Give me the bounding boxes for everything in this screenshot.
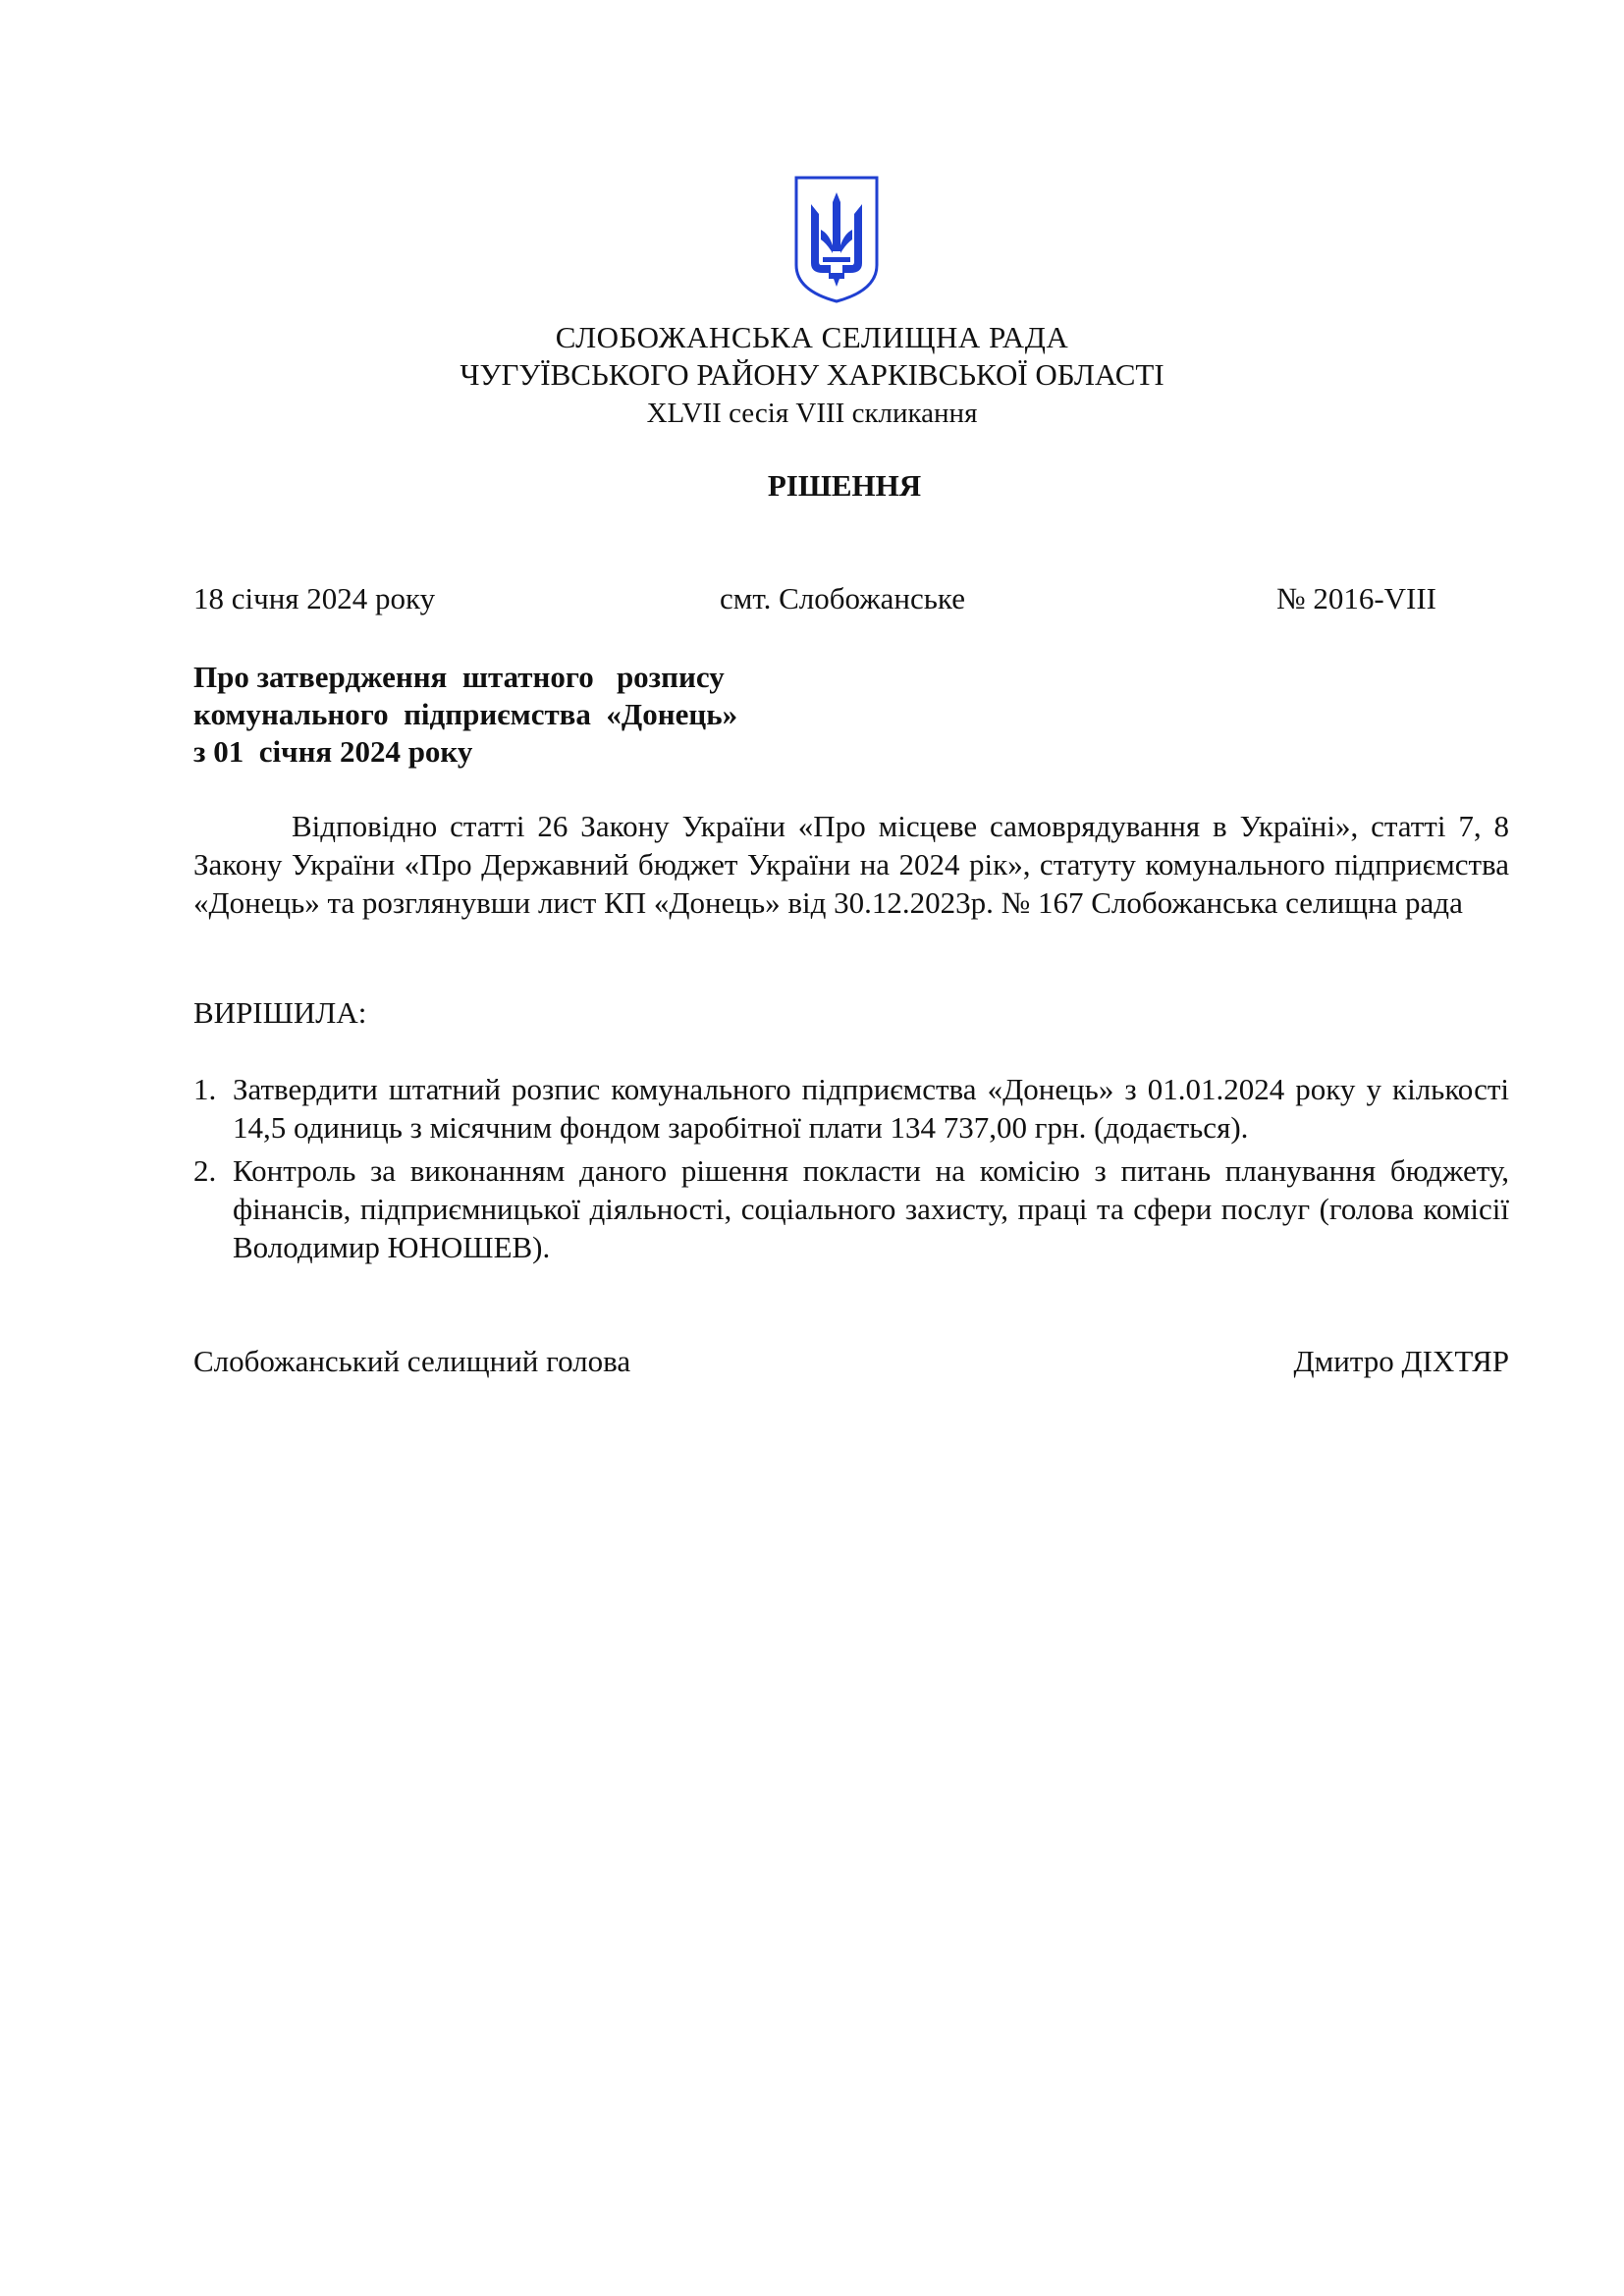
resolution-item [193, 1151, 1509, 1266]
document-subject [193, 659, 737, 771]
document-title: РІШЕННЯ [767, 468, 922, 503]
item-text: Контроль за виконанням даного рішення покласти на комісію з питань планування бюджету, фінансів, підприємницької діяльності, соціального захисту, праці та сфери послуг (голова комісії Володимир ЮНОШЕВ). [233, 1153, 1509, 1264]
document-place: смт. Слобожанське [720, 581, 965, 615]
subject-line: комунального підприємства «Донець» [193, 697, 738, 731]
district-name: ЧУГУЇВСЬКОГО РАЙОНУ ХАРКІВСЬКОЇ ОБЛАСТІ [460, 357, 1164, 392]
resolution-item [193, 1070, 1509, 1147]
document-date: 18 січня 2024 року [193, 581, 436, 615]
item-number: 1. [193, 1072, 217, 1106]
subject-line: Про затвердження штатного розпису [193, 660, 725, 694]
subject-line: з 01 січня 2024 року [193, 734, 473, 769]
council-name: СЛОБОЖАНСЬКА СЕЛИЩНА РАДА [555, 320, 1069, 354]
item-text: Затвердити штатний розпис комунального підприємства «Донець» з 01.01.2024 року у кількості 14,5 одиниць з місячним фондом заробітної плати 134 737,00 грн. (додається). [233, 1072, 1509, 1145]
signatory-name: Дмитро ДІХТЯР [1293, 1344, 1509, 1378]
item-number: 2. [193, 1153, 217, 1188]
tryzub-coat-of-arms-icon [793, 175, 880, 304]
signatory-position: Слобожанський селищний голова [193, 1344, 631, 1378]
preamble-paragraph: Відповідно статті 26 Закону України «Про місцеве самоврядування в Україні», статті 7, 8 Закону України «Про Державний бюджет України на 2024 рік», статуту комунального підприємства «Донець» та розглянувши лист КП «Донець» від 30.12.2023р. № 167 Слобожанська селищна рада [193, 809, 1509, 920]
document-number: № 2016-VIII [1276, 581, 1437, 615]
resolved-label: ВИРІШИЛА: [193, 995, 367, 1030]
resolution-items [193, 1070, 1509, 1271]
session-info: XLVII сесія VIII скликання [646, 398, 978, 429]
